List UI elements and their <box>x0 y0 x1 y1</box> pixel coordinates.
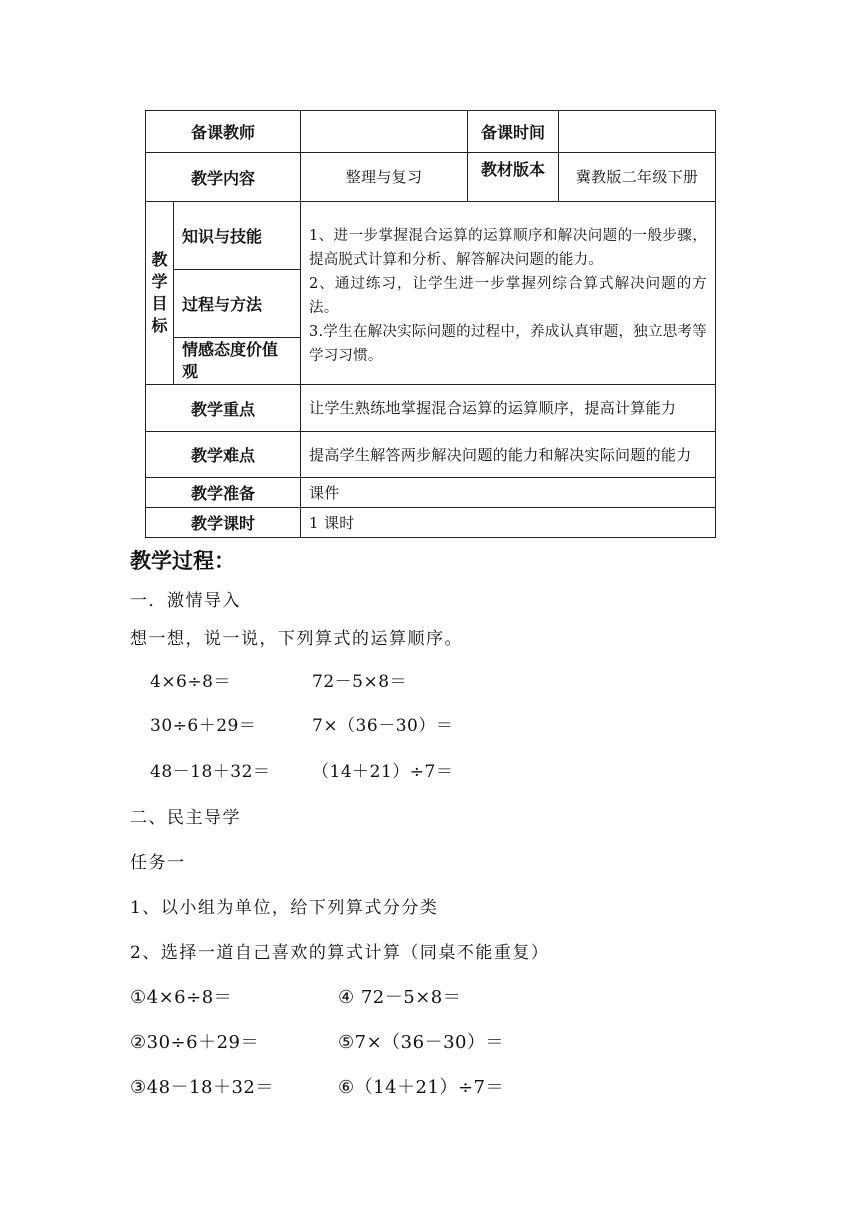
numbered-expression: ②30÷6＋29＝ <box>130 1032 259 1053</box>
lesson-plan-table <box>145 110 716 538</box>
focus-label: 教学重点 <box>146 385 301 432</box>
hours-label: 教学课时 <box>146 508 301 538</box>
expression: 7×（36－30）＝ <box>312 716 454 736</box>
expression: （14＋21）÷7＝ <box>312 762 454 782</box>
time-value <box>559 111 716 153</box>
goal-item: 2、通过练习，让学生进一步掌握列综合算式解决问题的方法。 <box>309 276 708 316</box>
teacher-value <box>301 111 468 153</box>
section-1-heading: 一．激情导入 <box>130 591 241 611</box>
prep-value: 课件 <box>301 478 716 508</box>
expression: 72－5×8＝ <box>312 672 408 692</box>
content-label: 教学内容 <box>146 153 301 202</box>
difficulty-value: 提高学生解答两步解决问题的能力和解决实际问题的能力 <box>301 432 716 478</box>
step-2: 2、选择一道自己喜欢的算式计算（同桌不能重复） <box>130 943 550 963</box>
intro-prompt: 想一想，说一说，下列算式的运算顺序。 <box>130 629 463 649</box>
expression: 4×6÷8＝ <box>150 672 231 692</box>
expression: 30÷6＋29＝ <box>150 716 257 736</box>
numbered-expression: ①4×6÷8＝ <box>130 987 233 1008</box>
goal-row-process: 过程与方法 <box>174 270 301 338</box>
task-heading: 任务一 <box>130 853 186 873</box>
goals-group-label: 教 学 目 标 <box>146 202 174 385</box>
expression: 48－18＋32＝ <box>150 762 271 782</box>
numbered-expression: ⑥（14＋21）÷7＝ <box>338 1077 504 1098</box>
goal-item: 1、进一步掌握混合运算的运算顺序和解决问题的一般步骤，提高脱式计算和分析、解答解决问题的能力。 <box>309 228 708 268</box>
process-title: 教学过程： <box>130 549 235 573</box>
goal-item: 3.学生在解决实际问题的过程中，养成认真审题，独立思考等学习习惯。 <box>309 324 708 364</box>
goal-row-knowledge: 知识与技能 <box>174 202 301 270</box>
content-value: 整理与复习 <box>301 153 468 202</box>
teacher-label: 备课教师 <box>146 111 301 153</box>
goal-row-attitude: 情感态度价值观 <box>174 338 301 385</box>
time-label: 备课时间 <box>468 111 559 153</box>
goals-text <box>301 202 716 385</box>
numbered-expression: ④ 72－5×8＝ <box>338 987 462 1008</box>
focus-value: 让学生熟练地掌握混合运算的运算顺序，提高计算能力 <box>301 385 716 432</box>
prep-label: 教学准备 <box>146 478 301 508</box>
edition-value: 冀教版二年级下册 <box>559 153 716 202</box>
hours-value: 1 课时 <box>301 508 716 538</box>
difficulty-label: 教学难点 <box>146 432 301 478</box>
numbered-expression: ⑤7×（36－30）＝ <box>338 1032 504 1053</box>
section-2-heading: 二、民主导学 <box>130 808 241 828</box>
edition-label: 教材版本 <box>468 153 559 202</box>
numbered-expression: ③48－18＋32＝ <box>130 1077 274 1098</box>
step-1: 1、以小组为单位，给下列算式分分类 <box>130 898 439 918</box>
